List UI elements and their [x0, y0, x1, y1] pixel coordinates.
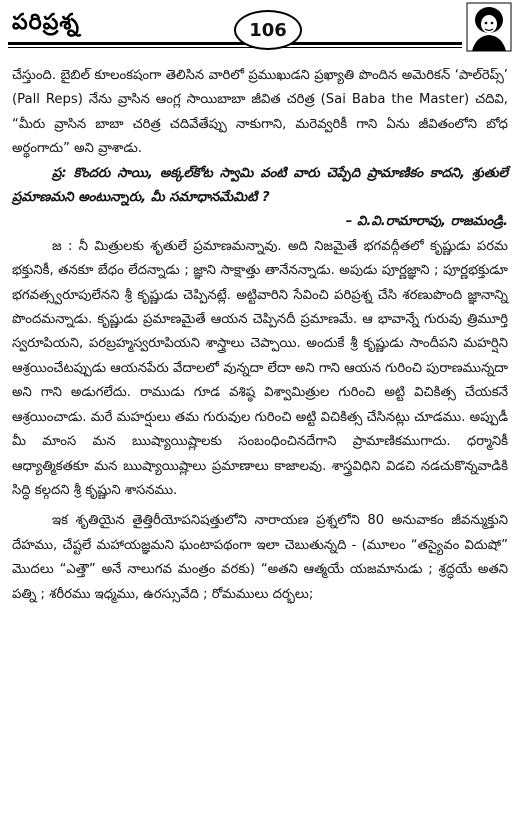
page-body	[12, 64, 508, 607]
baba-portrait-icon	[466, 2, 512, 52]
running-title: పరిప్రశ్న	[12, 10, 80, 35]
paragraph-continued: చేస్తుంది. బైబిల్ కూలంకషంగా తెలిసిన వారిలో ప్రముఖుడని ప్రఖ్యాతి పొందిన అమెరికన్ ‘పాల్‌రెప్స్’ (Pall Reps) నేను వ్రాసిన ఆంగ్ల సాయిబాబా జీవిత చరిత్ర (Sai Baba the Master) చదివి, “మీరు వ్రాసిన బాబా చరిత్ర చదివేతేప్పు నాకుగాని, మరెవ్వరికీ గాని ఏను జీవితంలోని బోధ అర్థంగాదు” అని వ్రాశాడు.	[12, 68, 508, 157]
paragraph-upanishad: ఇక శృతియైన తైత్తిరీయోపనిషత్తులోని నారాయణ ప్రశ్నలోని 80 అనువాకం జీవన్ముక్తుని దేహము, చేష్టలే మహాయజ్ఞమని ఘంటాపథంగా ఇలా చెబుతున్నది - (మూలం “తస్యైవం విదుషో” మొదలు “ఎత్తౌ” అనే నాలుగవ మంత్రం వరకు) “అతని ఆత్మయే యజమానుడు ; శ్రద్ధయే అతని పత్ని ; శరీరము ఇధ్మము, ఉరస్సువేది ; రోమములు దర్భలు;	[12, 513, 508, 602]
header-rule	[8, 42, 462, 45]
header-rule-thin	[8, 47, 462, 48]
answer-paragraph: జ : నీ మిత్రులకు శృతులే ప్రమాణమన్నావు. అది నిజమైతే భగవద్గీతలో కృష్ణుడు పరమ భక్తునికీ, తనకూ బేధం లేదన్నాడు ; జ్ఞాని సాక్షాత్తు తానేనన్నాడు. అపుడు పూర్ణజ్ఞాని ; పూర్ణభక్తుడూ భగవత్స్వరూపులేనని శ్రీ కృష్ణుడు చెప్పినట్లే. అట్టివారిని సేవించి పరిప్రశ్న చేసి శరణుపొంది జ్ఞానాన్ని పొందమన్నాడు. కృష్ణుడు ప్రమాణమైతే ఆయన చెప్పినదీ ప్రమాణమే. ఆ భావాన్నే గురువు త్రిమూర్తి స్వరూపియని, పరబ్రహ్మస్వరూపియని శాస్త్రాలు చెప్పాయి. అందుకే శ్రీ కృష్ణుడు సాందీపని మహర్షిని ఆశ్రయించేటప్పుడు ఆయనపేరు వేదాలలో వున్నదా లేదా అని గాని ఆయన గురించి పురాణమున్నదా అని గాని అడుగలేదు. రాముడు గూడ వశిష్ఠ విశ్వామిత్రుల గురించి అట్టి విచికిత్స చేయకనే ఆశ్రయించాడు. మరే మహర్షులు తమ గురువుల గురించి అట్టి విచికిత్స చేసినట్లు చూడము. అప్పుడీ మీ మాంస మన ఋష్యాయిష్లాలకు సంబంధించినదేగాని ప్రామాణికముగాదు. ధర్మానికీ ఆధ్యాత్మికతకూ మన ఋష్యాయిష్లాలు ప్రమాణాలు కాజాలవు. శాస్త్రవిధిని విడచి నడచుకొన్నవాడికి సిద్ధి కల్గదని శ్రీ కృష్ణుని శాసనము.	[12, 238, 508, 498]
questioner-signature: – వి.వి.రామారావు, రాజమండ్రి.	[345, 214, 508, 230]
page-number-oval	[234, 10, 302, 50]
page-number: 106	[249, 19, 287, 41]
reader-question: ప్ర: కొందరు సాయి, అక్కల్‌కోట స్వామి వంటి వారు చెప్పేది ప్రామాణికం కాదని, శ్రుతులే ప్రమాణమని అంటున్నారు, మీ సమాధానమేమిటి ?	[12, 165, 508, 206]
page-header	[8, 2, 512, 56]
